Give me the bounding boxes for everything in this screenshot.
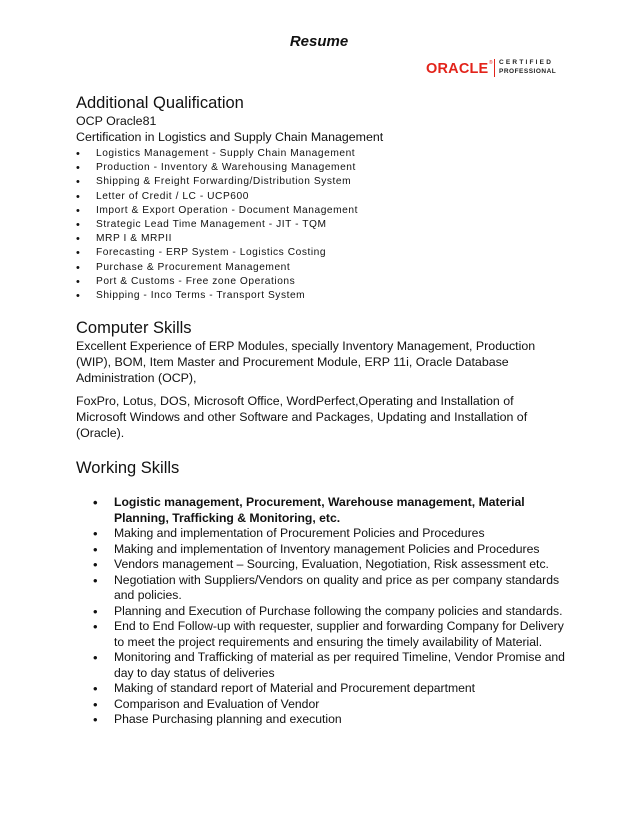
qualification-line: OCP Oracle81 bbox=[76, 114, 157, 128]
computer-skills-paragraph: FoxPro, Lotus, DOS, Microsoft Office, WordPerfect,Operating and Installation of Microsoft Windows and other Software and Packages, Updating and Installation of (Oracle). bbox=[76, 394, 528, 441]
list-item: • Vendors management – Sourcing, Evaluation, Negotiation, Risk assessment etc. bbox=[76, 557, 566, 573]
computer-skills-paragraph: Excellent Experience of ERP Modules, specially Inventory Management, Production (WIP), BOM, Item Master and Procurement Module, ERP 11i, Oracle Database Administration (OCP), bbox=[76, 339, 536, 386]
resume-body bbox=[76, 93, 566, 728]
list-item: • MRP I & MRPII bbox=[76, 232, 566, 246]
list-item: • Import & Export Operation - Document Management bbox=[76, 204, 566, 218]
logo-trademark: ® bbox=[489, 60, 493, 66]
qualification-list bbox=[76, 147, 566, 303]
section-heading: Working Skills bbox=[76, 459, 180, 478]
list-item: • Shipping - Inco Terms - Transport System bbox=[76, 289, 566, 303]
list-item: • Making of standard report of Material and Procurement department bbox=[76, 681, 566, 697]
list-item: • Making and implementation of Procurement Policies and Procedures bbox=[76, 526, 566, 542]
list-item: • Strategic Lead Time Management - JIT - TQM bbox=[76, 218, 566, 232]
logo-brand: ORACLE bbox=[426, 61, 489, 77]
list-item: • Planning and Execution of Purchase following the company policies and standards. bbox=[76, 604, 566, 620]
working-skills-section bbox=[76, 458, 566, 728]
list-item: • Phase Purchasing planning and execution bbox=[76, 712, 566, 728]
list-item: • Comparison and Evaluation of Vendor bbox=[76, 697, 566, 713]
list-item: • End to End Follow-up with requester, supplier and forwarding Company for Delivery to meet the project requirements and ensuring the timely availability of Material. bbox=[76, 619, 566, 650]
oracle-certified-professional-logo bbox=[426, 58, 558, 80]
working-skills-list bbox=[76, 495, 566, 728]
list-item: • Purchase & Procurement Management bbox=[76, 261, 566, 275]
logo-divider bbox=[494, 59, 495, 77]
list-item: • Monitoring and Trafficking of material as per required Timeline, Vendor Promise and day to day status of deliveries bbox=[76, 650, 566, 681]
additional-qualification-section bbox=[76, 93, 566, 303]
logo-line-professional: PROFESSIONAL bbox=[499, 68, 557, 75]
page-title: Resume bbox=[289, 33, 349, 50]
section-heading: Computer Skills bbox=[76, 319, 192, 338]
list-item: • Port & Customs - Free zone Operations bbox=[76, 275, 566, 289]
logo-line-certified: CERTIFIED bbox=[499, 59, 554, 66]
list-item: • Shipping & Freight Forwarding/Distribution System bbox=[76, 175, 566, 189]
section-heading: Additional Qualification bbox=[76, 94, 244, 112]
computer-skills-section bbox=[76, 318, 566, 441]
list-item: • Negotiation with Suppliers/Vendors on quality and price as per company standards and policies. bbox=[76, 573, 566, 604]
list-item: • Logistics Management - Supply Chain Management bbox=[76, 147, 566, 161]
list-item: • Letter of Credit / LC - UCP600 bbox=[76, 190, 566, 204]
list-item: • Making and implementation of Inventory management Policies and Procedures bbox=[76, 542, 566, 558]
list-item: • Production - Inventory & Warehousing Management bbox=[76, 161, 566, 175]
qualification-line: Certification in Logistics and Supply Chain Management bbox=[76, 130, 384, 144]
list-item: • Logistic management, Procurement, Warehouse management, Material Planning, Trafficking & Monitoring, etc. bbox=[76, 495, 566, 526]
list-item: • Forecasting - ERP System - Logistics Costing bbox=[76, 246, 566, 260]
